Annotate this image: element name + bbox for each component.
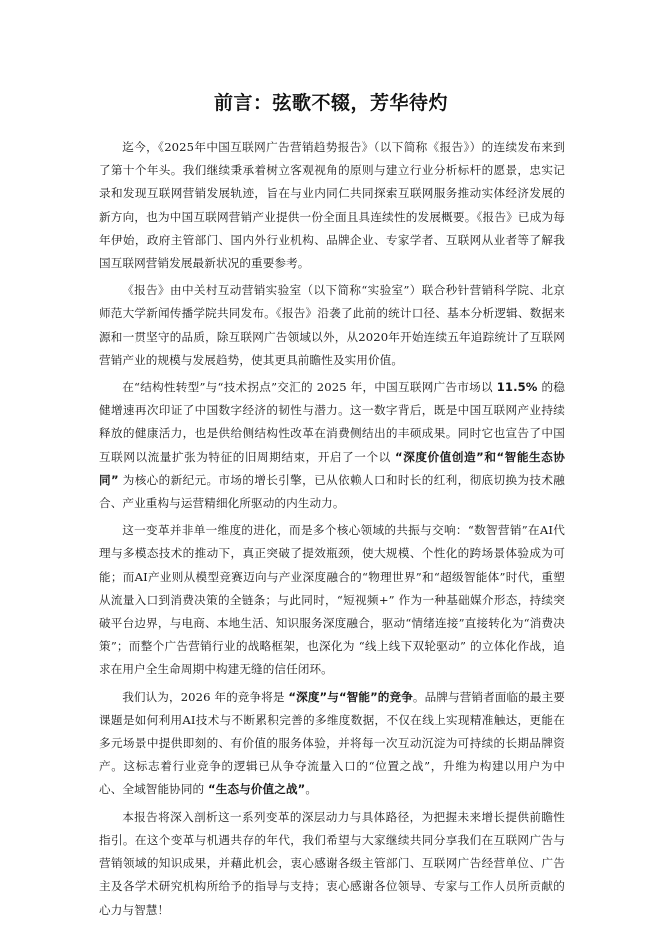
paragraph-3-text-b: 的稳健增速再次印证了中国数字经济的韧性与潜力。这一数字背后，既是中国互联网产业持续释放的健康活力，也是供给侧结构性改革在消费侧结出的丰硕成果。同时它也宣告了中国互联网以流量扩张为特征的旧周期结束，开启了一个以	[99, 380, 565, 464]
preface-body	[99, 136, 565, 926]
paragraph-6: 本报告将深入剖析这一系列变革的深层动力与具体路径，为把握未来增长提供前瞻性指引。在这个变革与机遇共存的年代，我们希望与大家继续共同分享我们在互联网广告与营销领域的知识成果，并藉此机会，衷心感谢各级主管部门、互联网广告经营单位、广告主及各学术研究机构所给予的指导与支持；衷心感谢各位领导、专家与工作人员所贡献的心力与智慧！	[99, 809, 565, 917]
ecosystem-highlight: “生态与价值之战”	[208, 782, 306, 797]
competition-highlight: “深度”与“智能”的竞争	[288, 689, 413, 704]
paragraph-3	[99, 376, 565, 515]
paragraph-5-text-c: 。	[305, 782, 318, 797]
paragraph-4: 这一变革并非单一维度的进化，而是多个核心领域的共振与交响：“数智营销”在AI代理与多模态技术的推动下，真正突破了提效瓶颈，使大规模、个性化的跨场景体验成为可能；而AI产业则从模型竞赛迈向与产业深度融合的“物理世界”和“超级智能体”时代，重塑从流量入口到消费决策的全链条；与此同时，“短视频+” 作为一种基础媒介形态，持续突破平台边界，与电商、本地生活、知识服务深度融合，驱动“情绪连接”直接转化为“消费决策”；而整个广告营销行业的战略框架，也深化为 “线上线下双轮驱动” 的立体化作战，追求在用户全生命周期中构建无缝的信任闭环。	[99, 523, 565, 677]
paragraph-1: 迄今，《2025年中国互联网广告营销趋势报告》（以下简称《报告》）的连续发布来到了第十个年头。我们继续秉承着树立客观视角的原则与建立行业分析标杆的愿景，忠实记录和发现互联网营销发展轨迹，旨在与业内同仁共同探索互联网服务推动实体经济发展的新方向，也为中国互联网营销产业提供一份全面且具连续性的发展概要。《报告》已成为每年伊始，政府主管部门、国内外行业机构、品牌企业、专家学者、互联网从业者等了解我国互联网营销发展最新状况的重要参考。	[99, 140, 565, 271]
core-theme-highlight: “深度价值创造”和“智能生态协同”	[99, 449, 565, 487]
paragraph-3-text-a: 在“结构性转型”与“技术拐点”交汇的 2025 年，中国互联网广告市场以	[122, 380, 497, 395]
paragraph-3-text-c: 为核心的新纪元。市场的增长引擎，已从依赖人口和时长的红利，彻底切换为技术融合、产业重构与运营精细化所驱动的内生动力。	[99, 472, 565, 511]
page-title: 前言：弦歌不辍，芳华待灼	[213, 92, 448, 114]
growth-rate-highlight: 11.5%	[496, 380, 538, 395]
paragraph-5-text-a: 我们认为，2026 年的竞争将是	[122, 689, 289, 704]
paragraph-5	[99, 686, 565, 802]
paragraph-5-text-b: 。品牌与营销者面临的最主要课题是如何利用AI技术与不断累积完善的多维度数据，不仅在线上实现精准触达，更能在多元场景中提供即刻的、有价值的服务体验，并将每一次互动沉淀为可持续的长期品牌资产。这标志着行业竞争的逻辑已从争夺流量入口的“位置之战”，升维为构建以用户为中心、全域智能协同的	[99, 689, 566, 797]
paragraph-2: 《报告》由中关村互动营销实验室（以下简称“实验室”）联合秒针营销科学院、北京师范大学新闻传播学院共同发布。《报告》沿袭了此前的统计口径、基本分析逻辑、数据来源和一贯坚守的品质，除互联网广告领域以外，从2020年开始连续五年追踪统计了互联网营销产业的规模与发展趋势，使其更具前瞻性及实用价值。	[99, 283, 565, 367]
